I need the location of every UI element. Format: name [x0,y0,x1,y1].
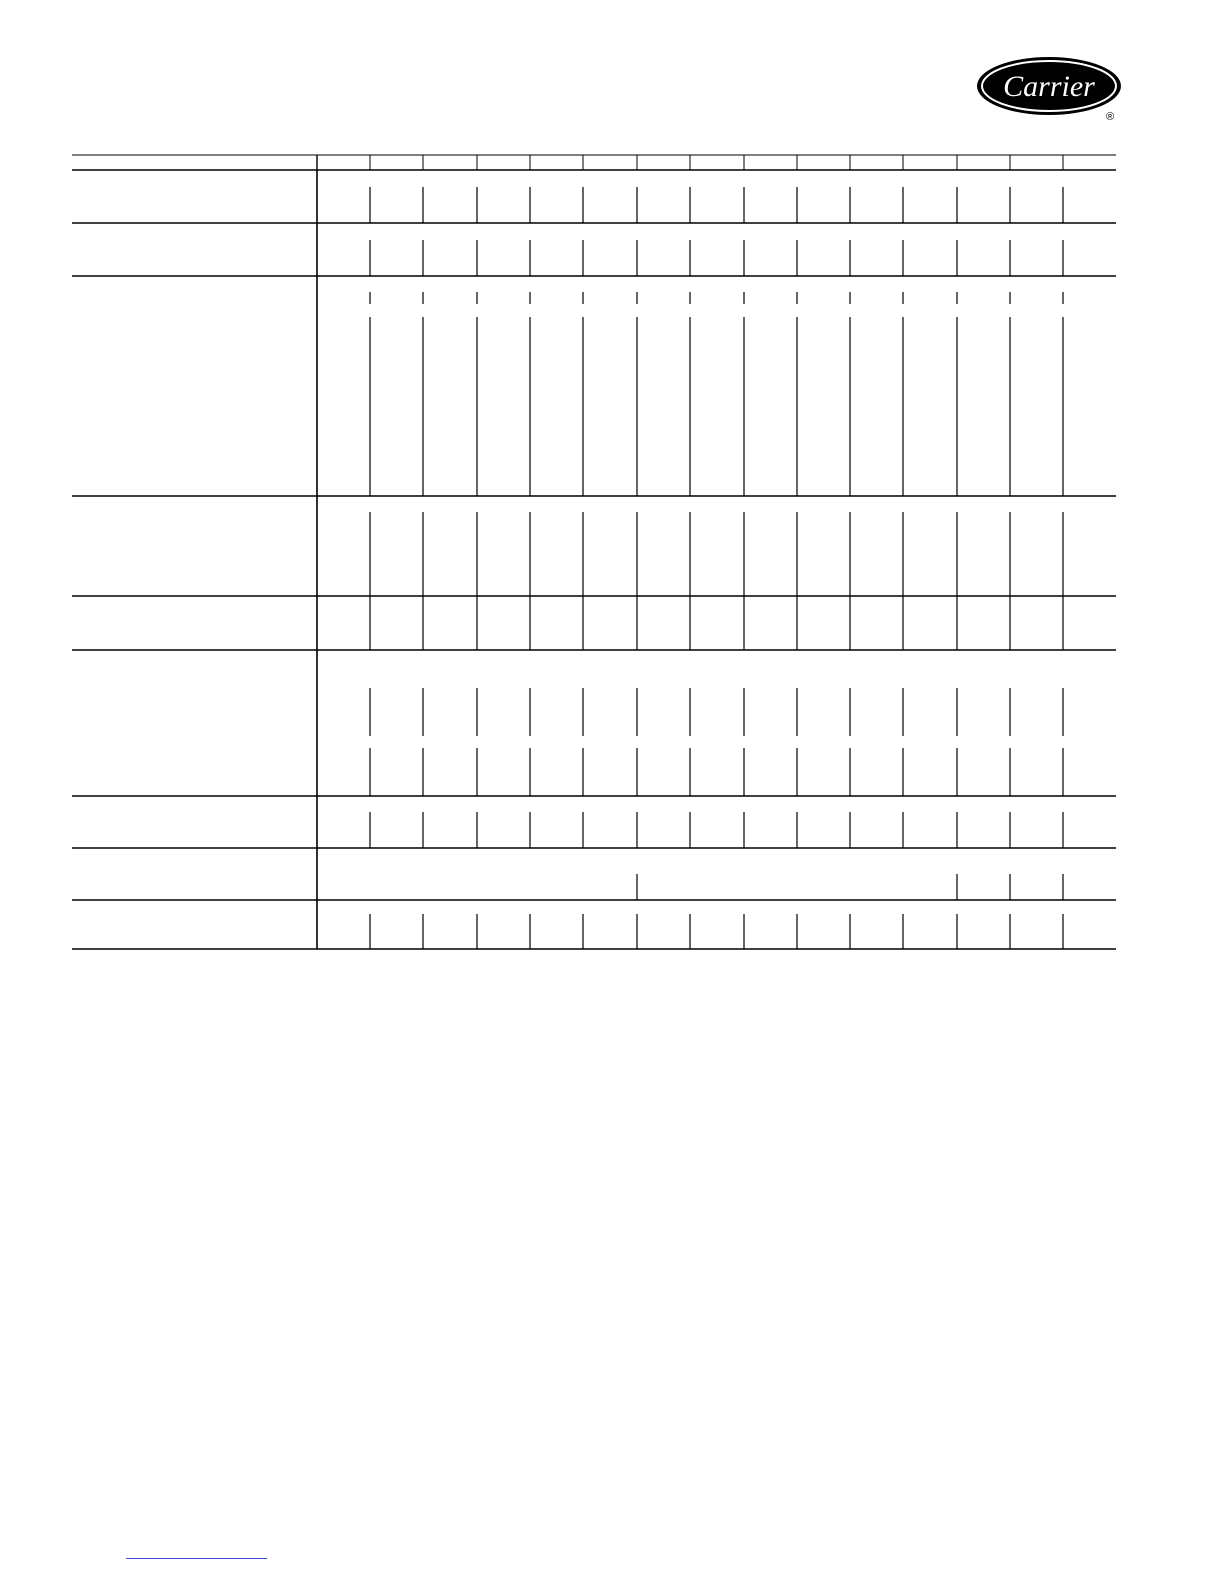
footer-link-underline[interactable] [126,1558,267,1559]
registered-trademark-mark: ® [1105,111,1115,123]
table-grid-lines [72,155,1116,949]
logo-wordmark: Carrier [1003,70,1095,103]
